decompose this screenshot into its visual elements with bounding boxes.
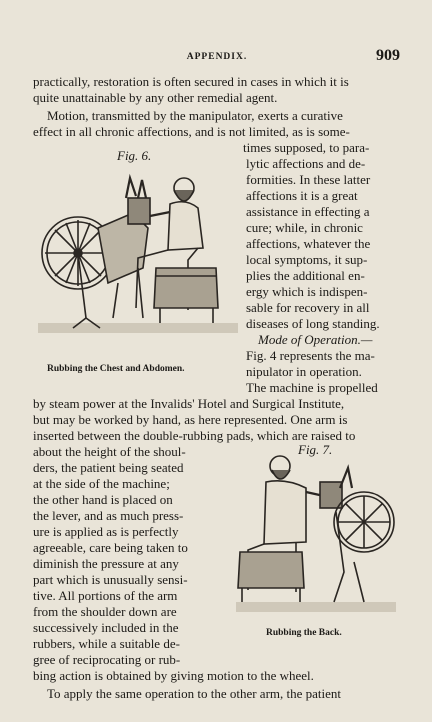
figure-7-caption: Rubbing the Back.: [266, 628, 342, 638]
text-line: assistance in effecting a: [246, 204, 370, 219]
text-line: The machine is propelled: [246, 380, 378, 395]
header-title: APPENDIX.: [186, 52, 248, 62]
text-line: practically, restoration is often secured in cases in which it is: [33, 74, 349, 89]
text-line: at the side of the machine;: [33, 476, 170, 491]
text-line: from the shoulder down are: [33, 604, 177, 619]
text-line: tive. All portions of the arm: [33, 588, 178, 603]
text-line: ders, the patient being seated: [33, 460, 184, 475]
text-line: diminish the pressure at any: [33, 556, 179, 571]
text-line: rubbers, while a suitable de-: [33, 636, 180, 651]
text-line: the lever, and as much press-: [33, 508, 184, 523]
text-line: affections, whatever the: [246, 236, 371, 251]
text-line: part which is unusually sensi-: [33, 572, 188, 587]
text-line: sable for recovery in all: [246, 300, 370, 315]
text-line: about the height of the shoul-: [33, 444, 186, 459]
text-line: inserted between the double-rubbing pads, which are raised to: [33, 428, 356, 443]
figure-6-label: Fig. 6.: [117, 148, 152, 163]
text-line: successively included in the: [33, 620, 179, 635]
text-line: plies the additional en-: [246, 268, 365, 283]
page-number: 909: [376, 47, 400, 64]
figure-6-illustration: [38, 168, 238, 348]
text-line: Fig. 4 represents the ma-: [246, 348, 375, 363]
text-line: bing action is obtained by giving motion to the wheel.: [33, 668, 314, 683]
text-line: Mode of Operation.—: [258, 332, 373, 347]
text-line: the other hand is placed on: [33, 492, 173, 507]
text-line: gree of reciprocating or rub-: [33, 652, 181, 667]
text-line: diseases of long standing.: [246, 316, 380, 331]
text-line: times supposed, to para-: [243, 140, 370, 155]
figure-7-label: Fig. 7.: [298, 442, 333, 457]
text-line: formities. In these latter: [246, 172, 371, 187]
text-line: quite unattainable by any other remedial agent.: [33, 90, 278, 105]
text-line: agreeable, care being taken to: [33, 540, 188, 555]
text-line: effect in all chronic affections, and is not limited, as is some-: [33, 124, 350, 139]
text-line: cure; while, in chronic: [246, 220, 363, 235]
text-line: but may be worked by hand, as here represented. One arm is: [33, 412, 348, 427]
running-header: [34, 47, 400, 67]
text-line: ure is applied as is perfectly: [33, 524, 179, 539]
text-line: by steam power at the Invalids' Hotel and Surgical Institute,: [33, 396, 345, 411]
text-line: lytic affections and de-: [246, 156, 366, 171]
text-line: To apply the same operation to the other arm, the patient: [47, 686, 342, 701]
text-line: nipulator in operation.: [246, 364, 362, 379]
figure-7-illustration: [236, 452, 396, 622]
text-line: affections it is a great: [246, 188, 358, 203]
text-line: Motion, transmitted by the manipulator, exerts a curative: [47, 108, 343, 123]
text-line: ergy which is indispen-: [246, 284, 368, 299]
text-line: local symptoms, it sup-: [246, 252, 368, 267]
figure-6-caption: Rubbing the Chest and Abdomen.: [47, 364, 185, 374]
